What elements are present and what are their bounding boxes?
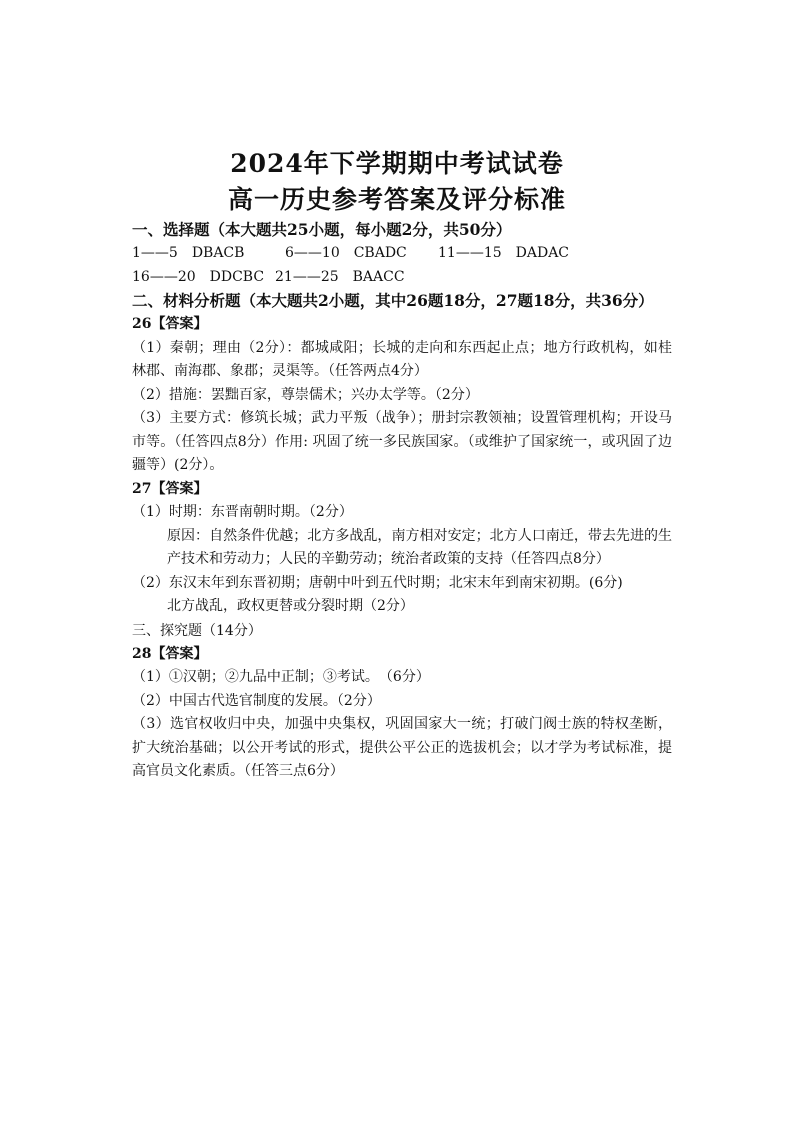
- mc-answer-group: 16——20 DDCBC: [132, 268, 265, 285]
- section-inquiry-heading: 三、探究题（14分）: [132, 622, 262, 639]
- q26-answer-part2: （2）措施：罢黜百家，尊崇儒术；兴办太学等。（2分）: [132, 386, 479, 403]
- q28-answer-part2: （2）中国古代选官制度的发展。（2分）: [132, 692, 381, 709]
- q28-answer-label: 28【答案】: [132, 645, 208, 662]
- q28-answer-part3: （3）选官权收归中央，加强中央集权，巩固国家大一统；打破门阀士族的特权垄断，扩大统治基础；以公开考试的形式，提供公平公正的选拔机会；以才学为考试标准，提高官员文化素质。（任答三点6分）: [132, 716, 672, 779]
- q27-answer-label: 27【答案】: [132, 480, 208, 497]
- mc-answer-row: [132, 266, 672, 290]
- q27-answer-part1: （1）时期：东晋南朝时期。（2分）: [132, 504, 353, 520]
- mc-answer-row: [132, 242, 672, 266]
- mc-answer-group: 21——25 BAACC: [275, 268, 405, 285]
- q26-answer-part1: （1）秦朝；理由（2分）：都城咸阳；长城的走向和东西起止点；地方行政机构，如桂林郡、南海郡、象郡；灵渠等。（任答两点4分）: [132, 339, 672, 379]
- q28-answer-part1: （1）①汉朝；②九品中正制；③考试。 （6分）: [132, 669, 430, 685]
- q26-answer-label: 26【答案】: [132, 316, 208, 332]
- answer-key-title: 高一历史参考答案及评分标准: [227, 185, 566, 214]
- exam-title: 2024年下学期期中考试试卷: [230, 149, 564, 178]
- answer-content: [132, 218, 672, 784]
- q27-answer-summary: 北方战乱，政权更替或分裂时期（2分）: [167, 598, 414, 614]
- mc-answer-group: 11——15 DADAC: [438, 245, 570, 261]
- mc-answer-group: 6——10 CBADC: [285, 245, 407, 261]
- q26-answer-part3: （3）主要方式：修筑长城；武力平叛（战争）；册封宗教领袖；设置管理机构；开设马市等。（任答四点8分）作用: 巩固了统一多民族国家。（或维护了国家统一，或巩固了边疆等）(2分）。: [132, 410, 672, 473]
- q27-answer-part2: （2）东汉末年到东晋初期；唐朝中叶到五代时期；北宋末年到南宋初期。(6分): [132, 574, 623, 591]
- q27-answer-reason: 原因：自然条件优越；北方多战乱，南方相对安定；北方人口南迁，带去先进的生产技术和劳动力；人民的辛勤劳动；统治者政策的支持（任答四点8分）: [167, 527, 672, 567]
- section-material-analysis-heading: 二、材料分析题（本大题共2小题，其中26题18分，27题18分，共36分）: [132, 291, 654, 310]
- mc-answer-group: 1——5 DBACB: [132, 245, 245, 261]
- section-multiple-choice-heading: 一、选择题（本大题共25小题，每小题2分，共50分）: [132, 220, 512, 239]
